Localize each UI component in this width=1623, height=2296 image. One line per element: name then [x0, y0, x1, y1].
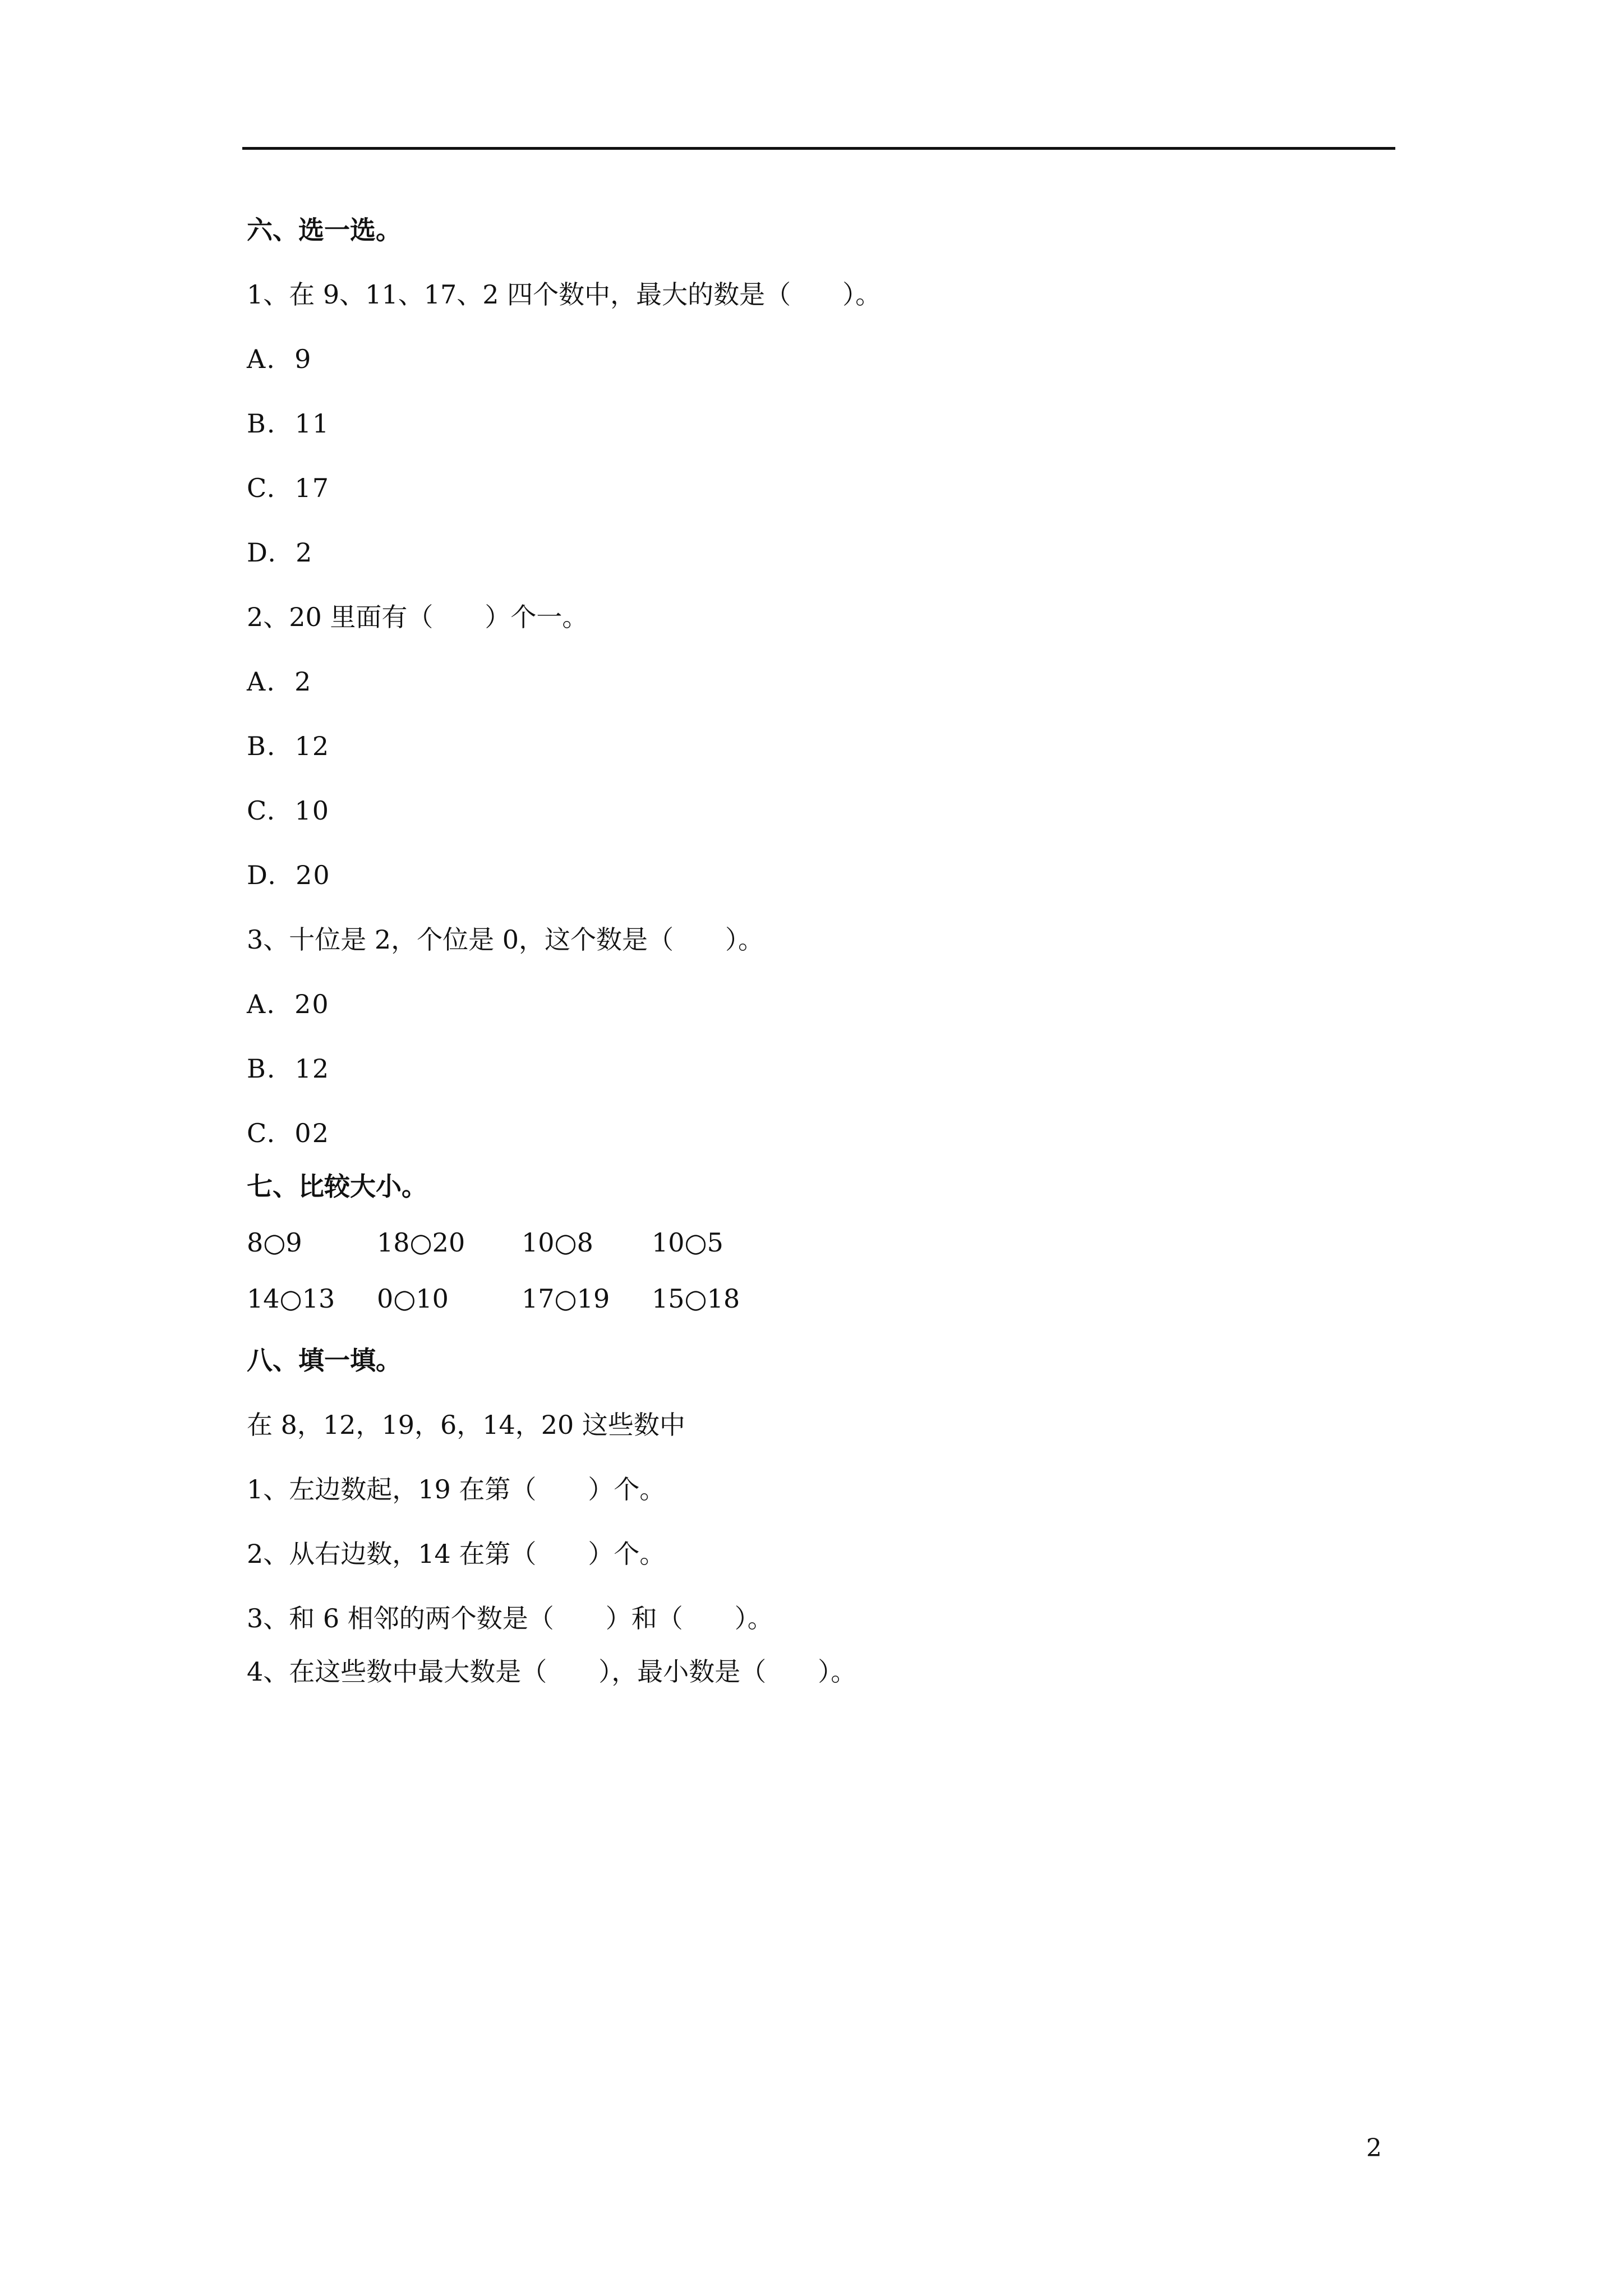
option-6-3-a: A. 20	[247, 989, 330, 1019]
question-8-1: 1、左边数起，19 在第（ ）个。	[247, 1474, 666, 1504]
option-6-3-c: C. 02	[247, 1118, 330, 1148]
comparison-item: 10○8	[522, 1227, 593, 1258]
question-6-1: 1、在 9、11、17、2 四个数中，最大的数是（ ）。	[247, 279, 882, 310]
question-8-3: 3、和 6 相邻的两个数是（ ）和（ ）。	[247, 1603, 773, 1634]
option-6-2-c: C. 10	[247, 795, 330, 826]
option-6-2-b: B. 12	[247, 731, 330, 761]
option-6-1-d: D. 2	[247, 537, 313, 568]
option-6-2-a: A. 2	[247, 666, 312, 697]
question-6-2: 2、20 里面有（ ）个一。	[247, 602, 588, 632]
section-8-intro: 在 8，12，19，6，14，20 这些数中	[247, 1410, 685, 1440]
question-8-2: 2、从右边数，14 在第（ ）个。	[247, 1539, 666, 1569]
comparison-item: 15○18	[652, 1283, 740, 1314]
page-number: 2	[1366, 2134, 1382, 2162]
comparison-item: 17○19	[522, 1283, 610, 1314]
section-6-title: 六、选一选。	[247, 215, 402, 245]
option-6-1-b: B. 11	[247, 408, 330, 439]
option-6-1-a: A. 9	[247, 344, 312, 374]
option-6-1-c: C. 17	[247, 473, 330, 503]
comparison-item: 14○13	[247, 1283, 335, 1314]
comparison-item: 18○20	[377, 1227, 465, 1258]
comparison-item: 8○9	[247, 1227, 302, 1258]
question-6-3: 3、十位是 2，个位是 0，这个数是（ ）。	[247, 924, 764, 955]
option-6-2-d: D. 20	[247, 860, 331, 890]
question-8-4: 4、在这些数中最大数是（ ），最小数是（ ）。	[247, 1657, 857, 1687]
option-6-3-b: B. 12	[247, 1053, 330, 1084]
comparison-item: 0○10	[377, 1283, 449, 1314]
header-rule	[242, 147, 1395, 150]
section-7-title: 七、比较大小。	[247, 1171, 427, 1202]
section-8-title: 八、填一填。	[247, 1345, 402, 1375]
comparison-item: 10○5	[652, 1227, 723, 1258]
